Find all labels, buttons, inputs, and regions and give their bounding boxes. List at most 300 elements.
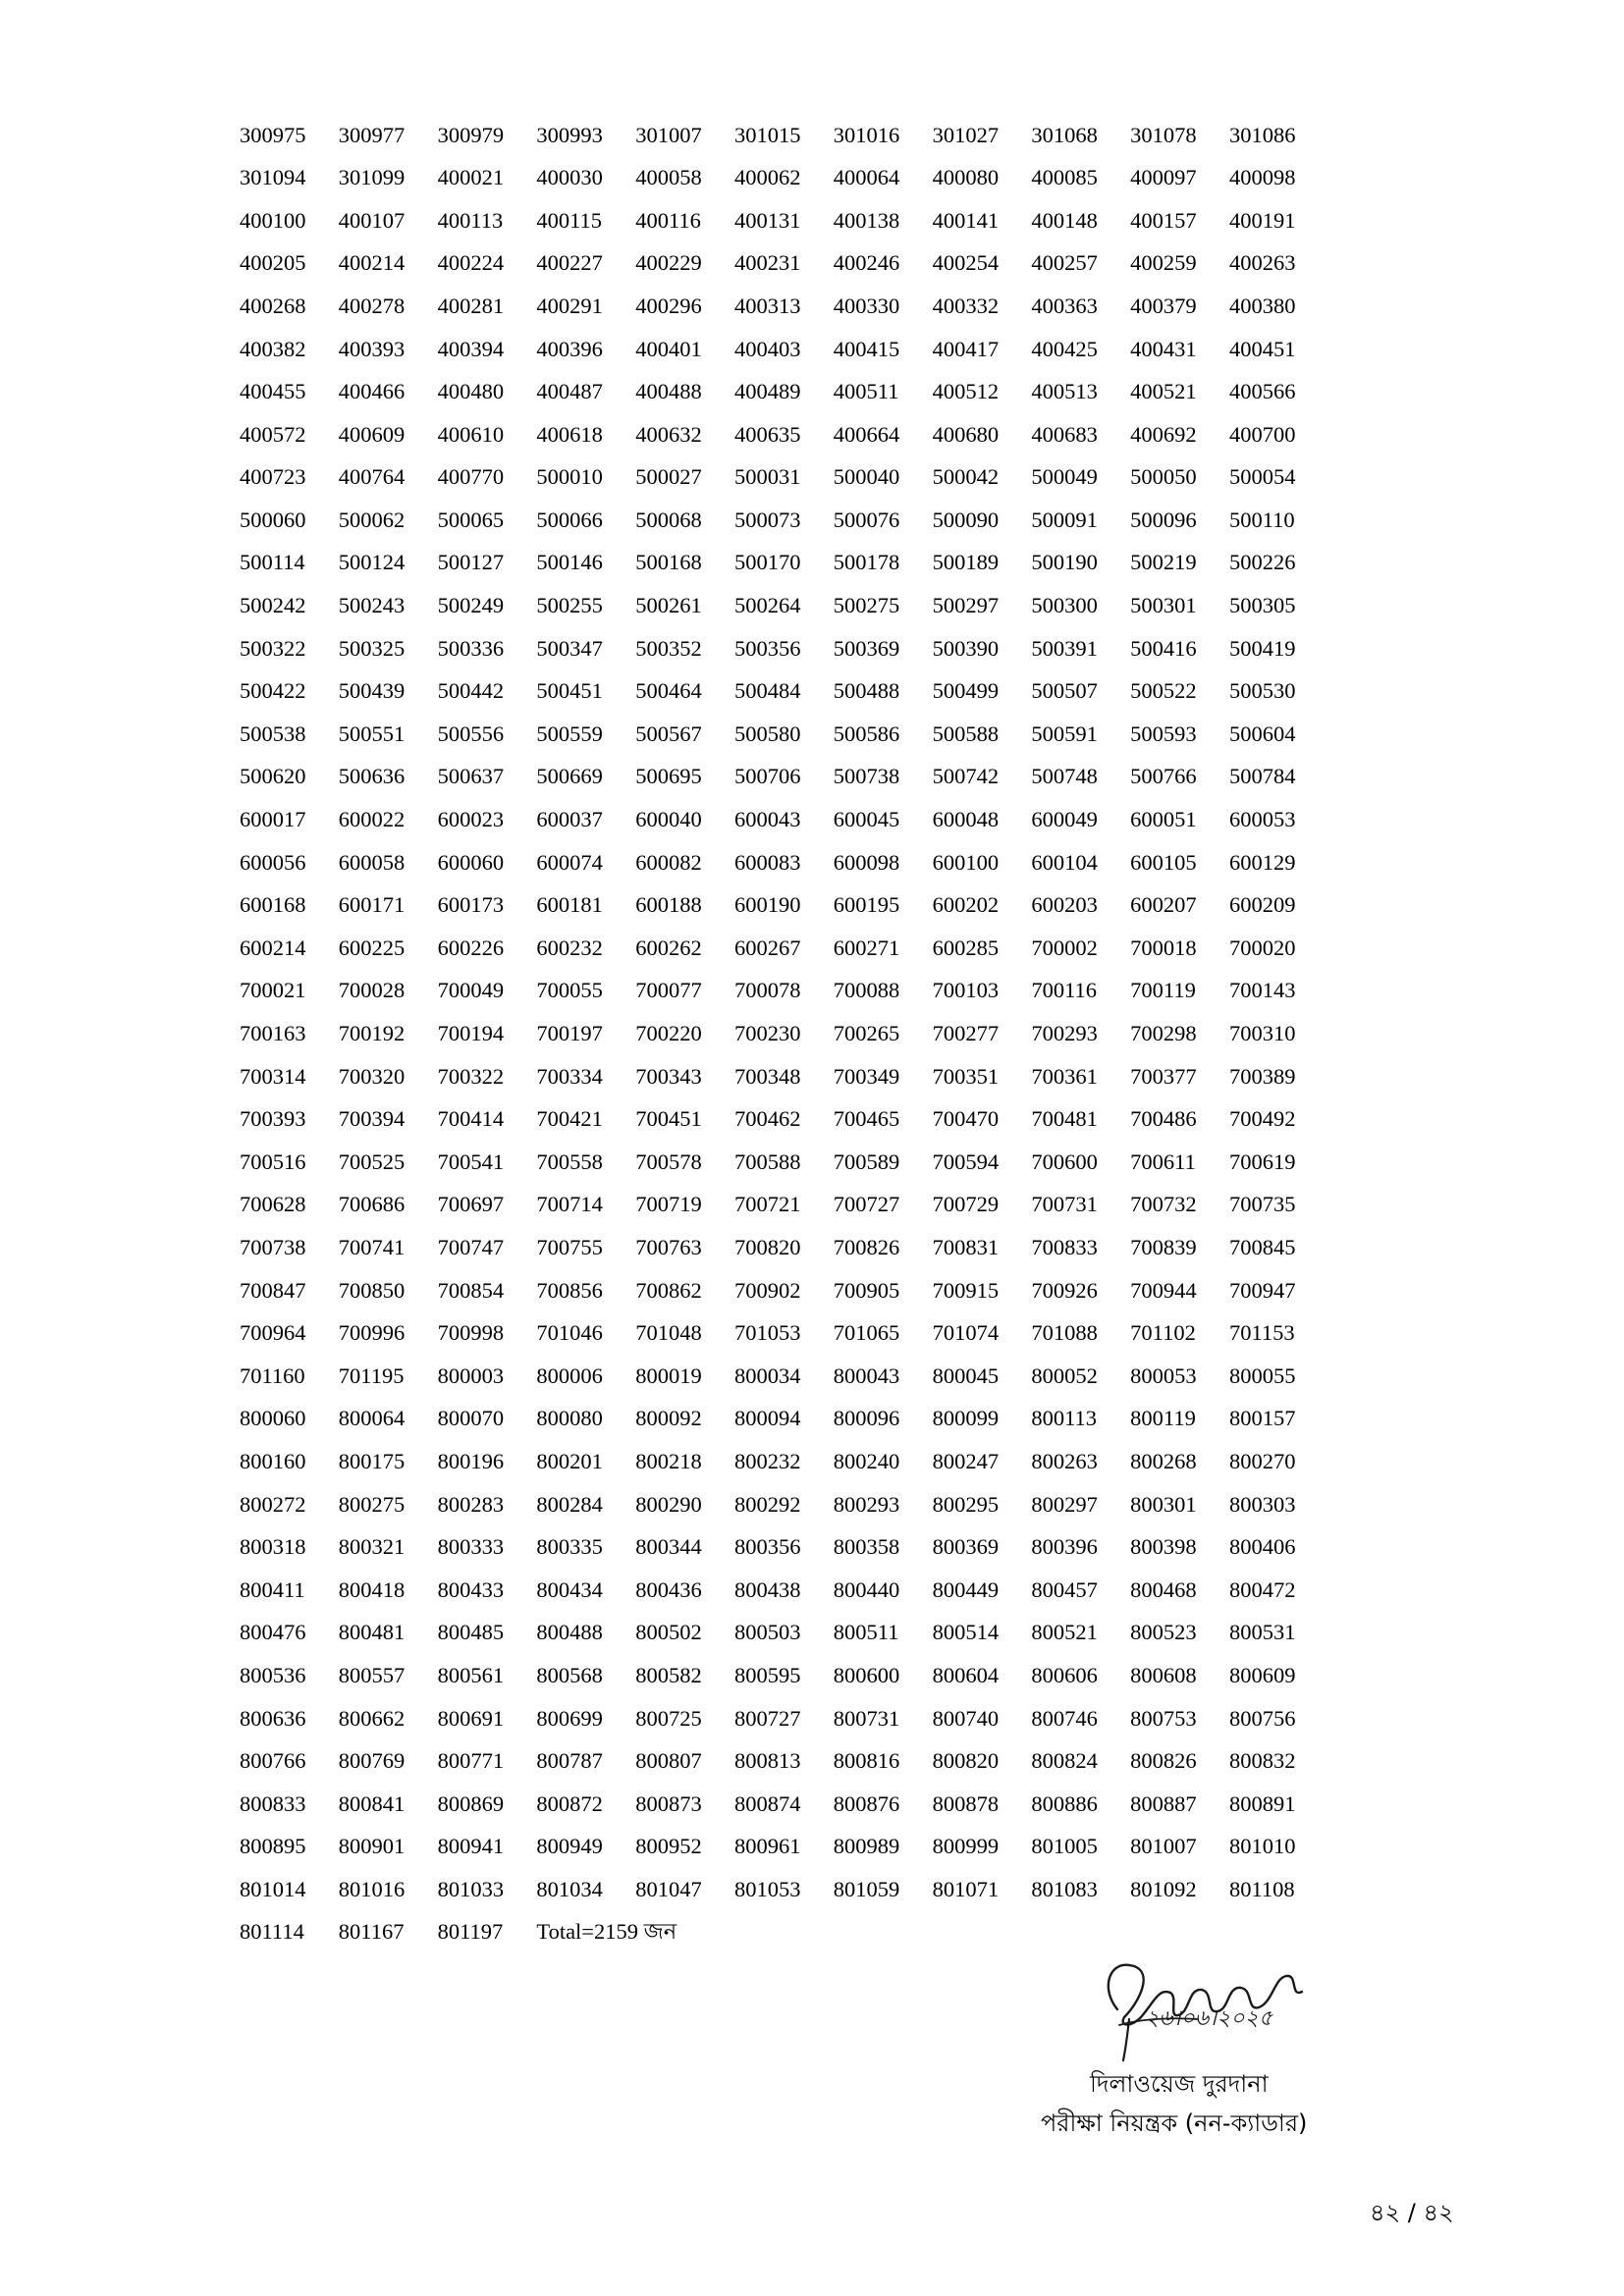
roll-number: 800999 xyxy=(932,1834,1000,1859)
roll-number: 700839 xyxy=(1130,1234,1197,1259)
roll-number: 800600 xyxy=(833,1662,900,1687)
roll-number: 800807 xyxy=(635,1748,702,1774)
roll-number: 800006 xyxy=(536,1362,603,1388)
signature-date: ২৬।০৬।২০২৫ xyxy=(1145,2006,1273,2031)
roll-row xyxy=(240,1868,1320,1911)
roll-number: 800468 xyxy=(1130,1576,1197,1602)
roll-number: 800369 xyxy=(932,1534,1000,1560)
roll-number: 400246 xyxy=(833,250,900,276)
roll-number: 500538 xyxy=(240,721,306,746)
roll-number: 700310 xyxy=(1228,1021,1296,1046)
roll-number: 701160 xyxy=(240,1362,305,1388)
roll-number: 800869 xyxy=(437,1790,505,1816)
roll-row xyxy=(240,285,1320,328)
roll-number: 300993 xyxy=(536,122,603,147)
roll-number: 600105 xyxy=(1130,849,1197,875)
roll-number: 800485 xyxy=(437,1620,505,1645)
roll-number: 400100 xyxy=(240,207,306,233)
roll-number: 700905 xyxy=(833,1277,900,1303)
roll-number: 400291 xyxy=(536,293,603,318)
roll-number: 800070 xyxy=(437,1406,505,1431)
roll-number: 500559 xyxy=(536,721,603,746)
roll-number: 800727 xyxy=(733,1705,801,1731)
roll-number: 400683 xyxy=(1031,421,1098,447)
roll-row xyxy=(240,1355,1320,1398)
roll-number: 700116 xyxy=(1031,978,1098,1003)
roll-number: 400058 xyxy=(635,165,702,190)
roll-row xyxy=(240,1612,1320,1655)
roll-number: 600271 xyxy=(833,934,900,960)
roll-row xyxy=(240,799,1320,842)
roll-number: 600074 xyxy=(536,849,603,875)
roll-number: 800034 xyxy=(733,1362,801,1388)
roll-number: 500264 xyxy=(733,593,801,618)
roll-number: 400085 xyxy=(1031,165,1098,190)
roll-number: 700389 xyxy=(1228,1063,1296,1089)
roll-number: 400098 xyxy=(1228,165,1296,190)
roll-row xyxy=(240,1697,1320,1740)
roll-number: 800295 xyxy=(932,1491,1000,1517)
roll-number: 400511 xyxy=(833,379,899,404)
roll-number: 700697 xyxy=(437,1192,505,1217)
roll-number: 800094 xyxy=(733,1406,801,1431)
roll-number: 800949 xyxy=(536,1834,603,1859)
roll-number: 400259 xyxy=(1130,250,1197,276)
roll-number: 800901 xyxy=(338,1834,406,1859)
roll-number: 800201 xyxy=(536,1448,603,1473)
roll-number: 500190 xyxy=(1031,550,1098,575)
roll-number: 500062 xyxy=(338,507,406,532)
signer-name: দিলাওয়েজ দুরদানা xyxy=(1090,2070,1269,2098)
roll-number: 800356 xyxy=(733,1534,801,1560)
roll-number: 600209 xyxy=(1228,892,1296,918)
roll-number: 700926 xyxy=(1031,1277,1098,1303)
roll-number: 500507 xyxy=(1031,678,1098,704)
roll-number: 800874 xyxy=(733,1790,801,1816)
roll-number: 500422 xyxy=(240,678,306,704)
roll-number: 400363 xyxy=(1031,293,1098,318)
roll-row xyxy=(240,627,1320,670)
roll-number: 800060 xyxy=(240,1406,306,1431)
roll-number: 700755 xyxy=(536,1234,603,1259)
roll-number: 400664 xyxy=(833,421,900,447)
roll-number: 800961 xyxy=(733,1834,801,1859)
roll-number: 600100 xyxy=(932,849,1000,875)
roll-number: 700719 xyxy=(635,1192,702,1217)
roll-number: 600129 xyxy=(1228,849,1296,875)
roll-number: 700197 xyxy=(536,1021,603,1046)
roll-number: 500127 xyxy=(437,550,505,575)
roll-number: 800787 xyxy=(536,1748,603,1774)
roll-number: 800303 xyxy=(1228,1491,1296,1517)
roll-number: 700322 xyxy=(437,1063,505,1089)
roll-number: 500464 xyxy=(635,678,702,704)
roll-number: 500010 xyxy=(536,464,603,490)
roll-row xyxy=(240,1526,1320,1570)
roll-number: 400770 xyxy=(437,464,505,490)
roll-number: 800872 xyxy=(536,1790,603,1816)
roll-row xyxy=(240,371,1320,414)
roll-number: 800476 xyxy=(240,1620,306,1645)
roll-number: 500110 xyxy=(1228,507,1295,532)
roll-number: 400113 xyxy=(437,207,504,233)
roll-number: 800521 xyxy=(1031,1620,1098,1645)
roll-number: 400393 xyxy=(338,336,406,361)
roll-number: 500484 xyxy=(733,678,801,704)
roll-number: 800824 xyxy=(1031,1748,1098,1774)
roll-number: 500369 xyxy=(833,635,900,661)
roll-number: 700833 xyxy=(1031,1234,1098,1259)
roll-number: 301099 xyxy=(338,165,406,190)
roll-number: 700486 xyxy=(1130,1106,1197,1132)
roll-number: 400281 xyxy=(437,293,505,318)
roll-number: 700348 xyxy=(733,1063,801,1089)
roll-number: 800440 xyxy=(833,1576,900,1602)
roll-number: 600225 xyxy=(338,934,406,960)
roll-number: 600181 xyxy=(536,892,603,918)
roll-number: 801092 xyxy=(1130,1876,1197,1901)
roll-number: 600203 xyxy=(1031,892,1098,918)
roll-number: 500588 xyxy=(932,721,1000,746)
roll-row xyxy=(240,756,1320,799)
roll-number: 700414 xyxy=(437,1106,505,1132)
roll-number: 500031 xyxy=(733,464,801,490)
roll-row xyxy=(240,1483,1320,1526)
roll-number: 400451 xyxy=(1228,336,1296,361)
roll-number: 700714 xyxy=(536,1192,603,1217)
roll-number: 400148 xyxy=(1031,207,1098,233)
roll-number: 801053 xyxy=(733,1876,801,1901)
roll-number: 801010 xyxy=(1228,1834,1296,1859)
roll-number: 500189 xyxy=(932,550,1000,575)
roll-number: 500168 xyxy=(635,550,702,575)
roll-number: 600171 xyxy=(338,892,406,918)
roll-number: 801197 xyxy=(437,1919,504,1945)
roll-number: 500591 xyxy=(1031,721,1098,746)
roll-number: 700194 xyxy=(437,1021,505,1046)
roll-number: 700516 xyxy=(240,1148,306,1174)
roll-number: 800878 xyxy=(932,1790,1000,1816)
roll-number: 600049 xyxy=(1031,807,1098,832)
roll-number: 700349 xyxy=(833,1063,900,1089)
roll-number: 400214 xyxy=(338,250,406,276)
roll-number: 400680 xyxy=(932,421,1000,447)
roll-number: 400224 xyxy=(437,250,505,276)
roll-number: 800247 xyxy=(932,1448,1000,1473)
roll-number: 800275 xyxy=(338,1491,406,1517)
roll-number: 800436 xyxy=(635,1576,702,1602)
roll-number: 800771 xyxy=(437,1748,505,1774)
roll-number: 700021 xyxy=(240,978,306,1003)
roll-number: 700020 xyxy=(1228,934,1296,960)
roll-number: 500419 xyxy=(1228,635,1296,661)
roll-number: 800268 xyxy=(1130,1448,1197,1473)
roll-number: 400425 xyxy=(1031,336,1098,361)
roll-number: 700558 xyxy=(536,1148,603,1174)
roll-number: 400488 xyxy=(635,379,702,404)
roll-number: 800411 xyxy=(240,1576,305,1602)
roll-number: 700143 xyxy=(1228,978,1296,1003)
roll-number: 800766 xyxy=(240,1748,306,1774)
roll-number: 800438 xyxy=(733,1576,801,1602)
roll-number: 400455 xyxy=(240,379,306,404)
roll-number: 800725 xyxy=(635,1705,702,1731)
roll-number: 800895 xyxy=(240,1834,306,1859)
roll-number: 800636 xyxy=(240,1705,306,1731)
roll-number: 700462 xyxy=(733,1106,801,1132)
roll-number: 800813 xyxy=(733,1748,801,1774)
roll-number: 301094 xyxy=(240,165,306,190)
roll-number: 400229 xyxy=(635,250,702,276)
roll-number-list xyxy=(240,114,1320,1954)
roll-row xyxy=(240,1783,1320,1826)
roll-number: 800099 xyxy=(932,1406,1000,1431)
roll-number: 701074 xyxy=(932,1320,1000,1346)
roll-number: 400513 xyxy=(1031,379,1098,404)
roll-number: 800301 xyxy=(1130,1491,1197,1517)
roll-number: 301027 xyxy=(932,122,1000,147)
roll-number: 700831 xyxy=(932,1234,1000,1259)
roll-number: 500766 xyxy=(1130,764,1197,789)
roll-number: 700856 xyxy=(536,1277,603,1303)
roll-number: 400480 xyxy=(437,379,505,404)
roll-row xyxy=(240,1098,1320,1142)
page-number: ৪২ / ৪২ xyxy=(1370,2199,1454,2226)
roll-row xyxy=(240,1055,1320,1098)
roll-number: 701053 xyxy=(733,1320,801,1346)
roll-number: 400062 xyxy=(733,165,801,190)
roll-number: 500416 xyxy=(1130,635,1197,661)
roll-number: 800043 xyxy=(833,1362,900,1388)
roll-number: 600017 xyxy=(240,807,306,832)
roll-number: 700465 xyxy=(833,1106,900,1132)
roll-row xyxy=(240,713,1320,756)
roll-number: 700747 xyxy=(437,1234,505,1259)
roll-number: 500604 xyxy=(1228,721,1296,746)
roll-number: 500593 xyxy=(1130,721,1197,746)
roll-number: 800335 xyxy=(536,1534,603,1560)
roll-row xyxy=(240,1826,1320,1869)
roll-number: 500305 xyxy=(1228,593,1296,618)
roll-number: 400521 xyxy=(1130,379,1197,404)
roll-number: 500091 xyxy=(1031,507,1098,532)
roll-number: 800019 xyxy=(635,1362,702,1388)
roll-number: 800662 xyxy=(338,1705,406,1731)
roll-number: 700902 xyxy=(733,1277,801,1303)
roll-number: 801167 xyxy=(338,1919,405,1945)
roll-number: 800045 xyxy=(932,1362,1000,1388)
roll-number: 600207 xyxy=(1130,892,1197,918)
roll-number: 600060 xyxy=(437,849,505,875)
roll-number: 700055 xyxy=(536,978,603,1003)
roll-number: 700230 xyxy=(733,1021,801,1046)
roll-number: 700293 xyxy=(1031,1021,1098,1046)
roll-number: 500114 xyxy=(240,550,305,575)
roll-number: 700320 xyxy=(338,1063,406,1089)
roll-number: 800270 xyxy=(1228,1448,1296,1473)
roll-row xyxy=(240,1398,1320,1441)
roll-number: 400417 xyxy=(932,336,1000,361)
signer-designation: পরীক্ষা নিয়ন্ত্রক (নন-ক্যাডার) xyxy=(1041,2109,1308,2137)
roll-number: 500499 xyxy=(932,678,1000,704)
roll-number: 500695 xyxy=(635,764,702,789)
roll-number: 500738 xyxy=(833,764,900,789)
roll-number: 400064 xyxy=(833,165,900,190)
roll-number: 700119 xyxy=(1130,978,1196,1003)
roll-number: 500170 xyxy=(733,550,801,575)
roll-number: 800746 xyxy=(1031,1705,1098,1731)
roll-number: 500567 xyxy=(635,721,702,746)
roll-number: 800503 xyxy=(733,1620,801,1645)
roll-number: 701153 xyxy=(1228,1320,1295,1346)
roll-number: 400257 xyxy=(1031,250,1098,276)
roll-number: 301016 xyxy=(833,122,900,147)
roll-number: 801059 xyxy=(833,1876,900,1901)
roll-number: 400396 xyxy=(536,336,603,361)
roll-number: 700002 xyxy=(1031,934,1098,960)
roll-number: 300975 xyxy=(240,122,306,147)
roll-number: 500336 xyxy=(437,635,505,661)
roll-number: 800175 xyxy=(338,1448,406,1473)
roll-number: 600285 xyxy=(932,934,1000,960)
roll-number: 500040 xyxy=(833,464,900,490)
roll-number: 400632 xyxy=(635,421,702,447)
roll-number: 800536 xyxy=(240,1662,306,1687)
roll-row xyxy=(240,1911,1320,1954)
handwritten-signature xyxy=(1080,1949,1355,2066)
roll-number: 800514 xyxy=(932,1620,1000,1645)
roll-number: 500488 xyxy=(833,678,900,704)
roll-number: 800449 xyxy=(932,1576,1000,1602)
roll-number: 800833 xyxy=(240,1790,306,1816)
roll-number: 600082 xyxy=(635,849,702,875)
roll-number: 700541 xyxy=(437,1148,505,1174)
roll-number: 700049 xyxy=(437,978,505,1003)
roll-number: 400403 xyxy=(733,336,801,361)
roll-number: 700826 xyxy=(833,1234,900,1259)
roll-number: 600056 xyxy=(240,849,306,875)
roll-number: 800263 xyxy=(1031,1448,1098,1473)
roll-number: 700721 xyxy=(733,1192,801,1217)
roll-number: 500226 xyxy=(1228,550,1296,575)
roll-number: 600267 xyxy=(733,934,801,960)
roll-number: 500060 xyxy=(240,507,306,532)
roll-number: 700947 xyxy=(1228,1277,1296,1303)
roll-row xyxy=(240,157,1320,200)
roll-number: 700600 xyxy=(1031,1148,1098,1174)
roll-number: 700731 xyxy=(1031,1192,1098,1217)
roll-number: 400278 xyxy=(338,293,406,318)
roll-number: 500243 xyxy=(338,593,406,618)
roll-number: 400379 xyxy=(1130,293,1197,318)
roll-number: 500586 xyxy=(833,721,900,746)
roll-number: 800406 xyxy=(1228,1534,1296,1560)
roll-number: 500742 xyxy=(932,764,1000,789)
roll-number: 301007 xyxy=(635,122,702,147)
roll-number: 800841 xyxy=(338,1790,406,1816)
roll-number: 800297 xyxy=(1031,1491,1098,1517)
roll-number: 600104 xyxy=(1031,849,1098,875)
roll-number: 801033 xyxy=(437,1876,505,1901)
roll-number: 800119 xyxy=(1130,1406,1196,1431)
roll-number: 800064 xyxy=(338,1406,406,1431)
roll-number: 800941 xyxy=(437,1834,505,1859)
roll-number: 700862 xyxy=(635,1277,702,1303)
roll-number: 801034 xyxy=(536,1876,603,1901)
roll-number: 600058 xyxy=(338,849,406,875)
roll-number: 500049 xyxy=(1031,464,1098,490)
roll-number: 500027 xyxy=(635,464,702,490)
roll-number: 800240 xyxy=(833,1448,900,1473)
roll-number: 400254 xyxy=(932,250,1000,276)
roll-number: 800873 xyxy=(635,1790,702,1816)
roll-number: 500076 xyxy=(833,507,900,532)
roll-number: 800232 xyxy=(733,1448,801,1473)
total-count: Total=2159 জন xyxy=(536,1919,677,1945)
roll-row xyxy=(240,456,1320,500)
roll-number: 500249 xyxy=(437,593,505,618)
roll-number: 600188 xyxy=(635,892,702,918)
roll-number: 801114 xyxy=(240,1919,304,1945)
roll-number: 500522 xyxy=(1130,678,1197,704)
roll-number: 800568 xyxy=(536,1662,603,1687)
roll-number: 700729 xyxy=(932,1192,1000,1217)
roll-number: 600045 xyxy=(833,807,900,832)
roll-number: 700944 xyxy=(1130,1277,1197,1303)
roll-number: 700996 xyxy=(338,1320,406,1346)
roll-number: 800887 xyxy=(1130,1790,1197,1816)
roll-number: 800989 xyxy=(833,1834,900,1859)
roll-number: 500551 xyxy=(338,721,406,746)
roll-number: 400138 xyxy=(833,207,900,233)
roll-number: 800756 xyxy=(1228,1705,1296,1731)
roll-number: 600023 xyxy=(437,807,505,832)
roll-number: 800333 xyxy=(437,1534,505,1560)
roll-number: 301086 xyxy=(1228,122,1296,147)
roll-number: 800876 xyxy=(833,1790,900,1816)
roll-number: 400115 xyxy=(536,207,603,233)
roll-number: 800433 xyxy=(437,1576,505,1602)
roll-number: 700334 xyxy=(536,1063,603,1089)
roll-number: 700738 xyxy=(240,1234,306,1259)
roll-number: 500300 xyxy=(1031,593,1098,618)
roll-number: 400227 xyxy=(536,250,603,276)
roll-row xyxy=(240,199,1320,242)
roll-number: 400566 xyxy=(1228,379,1296,404)
roll-number: 700192 xyxy=(338,1021,406,1046)
roll-number: 800284 xyxy=(536,1491,603,1517)
roll-row xyxy=(240,1654,1320,1697)
roll-number: 800157 xyxy=(1228,1406,1296,1431)
roll-number: 800502 xyxy=(635,1620,702,1645)
roll-number: 800113 xyxy=(1031,1406,1098,1431)
roll-number: 400116 xyxy=(635,207,701,233)
roll-number: 400080 xyxy=(932,165,1000,190)
roll-row xyxy=(240,328,1320,371)
roll-number: 400030 xyxy=(536,165,603,190)
roll-number: 700481 xyxy=(1031,1106,1098,1132)
roll-number: 400489 xyxy=(733,379,801,404)
roll-number: 700393 xyxy=(240,1106,306,1132)
roll-number: 700314 xyxy=(240,1063,306,1089)
roll-row xyxy=(240,927,1320,970)
roll-number: 800886 xyxy=(1031,1790,1098,1816)
roll-number: 500068 xyxy=(635,507,702,532)
roll-row xyxy=(240,1312,1320,1356)
roll-number: 600214 xyxy=(240,934,306,960)
roll-row xyxy=(240,1226,1320,1269)
roll-number: 800891 xyxy=(1228,1790,1296,1816)
